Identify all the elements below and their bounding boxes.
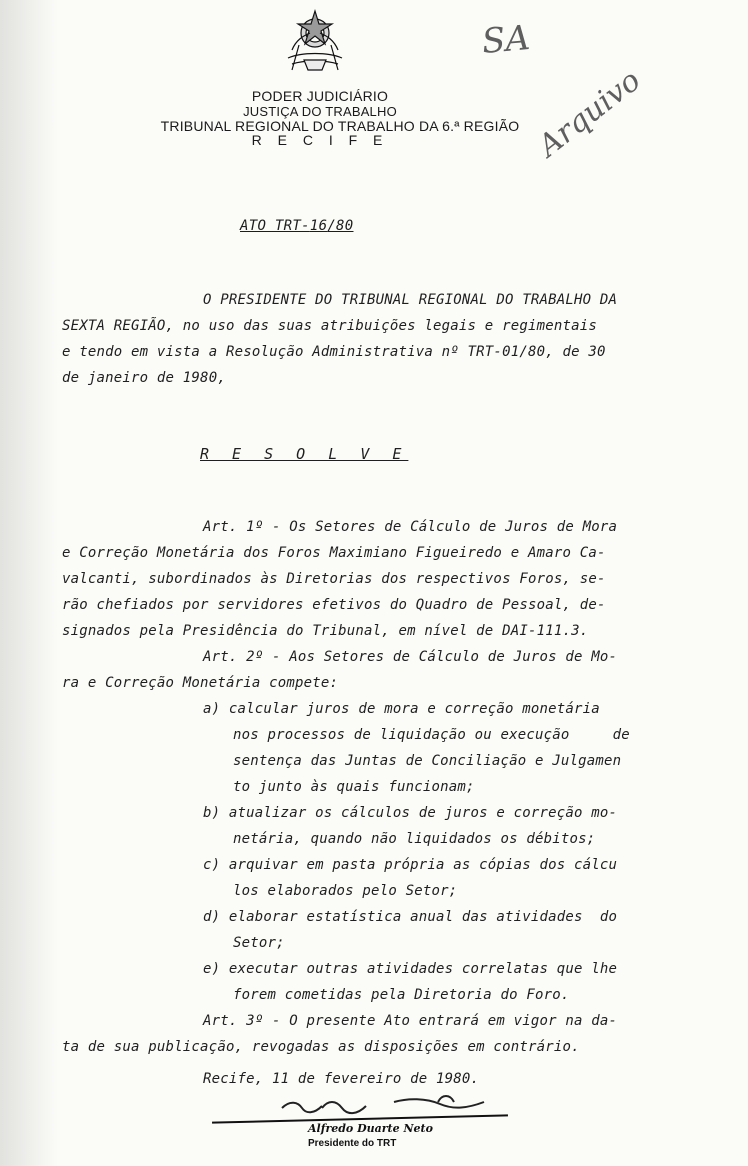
margin-note-sa: SA bbox=[480, 17, 532, 63]
article-line-16: d) elaborar estatística anual das atividades do bbox=[203, 909, 618, 925]
date-line: Recife, 11 de fevereiro de 1980. bbox=[203, 1071, 480, 1087]
act-title bbox=[240, 218, 354, 234]
article-line-20: Art. 3º - O presente Ato entrará em vigor na da- bbox=[203, 1013, 618, 1029]
article-line-17: Setor; bbox=[233, 935, 285, 951]
article-line-11: to junto às quais funcionam; bbox=[233, 779, 475, 795]
article-line-18: e) executar outras atividades correlatas que lhe bbox=[203, 961, 618, 977]
article-line-3: valcanti, subordinados às Diretorias dos respectivos Foros, se- bbox=[62, 571, 606, 587]
article-line-14: c) arquivar em pasta própria as cópias dos cálcu bbox=[203, 857, 618, 873]
intro-line-4: de janeiro de 1980, bbox=[62, 370, 226, 386]
article-line-10: sentença das Juntas de Conciliação e Julgamen bbox=[233, 753, 622, 769]
articles-text bbox=[0, 519, 748, 1087]
brazil-coat-of-arms-icon bbox=[274, 0, 356, 82]
article-line-9: nos processos de liquidação ou execução de bbox=[233, 727, 630, 743]
article-line-19: forem cometidas pela Diretoria do Foro. bbox=[233, 987, 570, 1003]
act-number: 16 bbox=[309, 218, 328, 234]
article-line-6: Art. 2º - Aos Setores de Cálculo de Juros de Mo- bbox=[203, 649, 618, 665]
article-line-1: Art. 1º - Os Setores de Cálculo de Juros de Mora bbox=[203, 519, 618, 535]
article-line-8: a) calcular juros de mora e correção monetária bbox=[203, 701, 600, 717]
article-line-13: netária, quando não liquidados os débitos; bbox=[233, 831, 596, 847]
intro-line-3: e tendo em vista a Resolução Administrativa nº TRT-01/80, de 30 bbox=[62, 344, 606, 360]
header-line-3: TRIBUNAL REGIONAL DO TRABALHO DA 6.ª REGIÃO bbox=[160, 118, 520, 134]
signature-block bbox=[198, 1098, 518, 1160]
intro-line-1: O PRESIDENTE DO TRIBUNAL REGIONAL DO TRABALHO DA bbox=[203, 292, 618, 308]
article-line-4: rão chefiados por servidores efetivos do Quadro de Pessoal, de- bbox=[62, 597, 606, 613]
signatory-name: Alfredo Duarte Neto bbox=[308, 1122, 433, 1135]
article-line-15: los elaborados pelo Setor; bbox=[233, 883, 458, 899]
header-line-2: JUSTIÇA DO TRABALHO bbox=[243, 104, 397, 119]
header-line-1: PODER JUDICIÁRIO bbox=[251, 88, 389, 104]
resolve-heading: R E S O L V E bbox=[200, 445, 409, 463]
article-line-12: b) atualizar os cálculos de juros e correção mo- bbox=[203, 805, 618, 821]
article-line-2: e Correção Monetária dos Foros Maximiano Figueiredo e Amaro Ca- bbox=[62, 545, 606, 561]
article-line-5: signados pela Presidência do Tribunal, em nível de DAI-111.3. bbox=[62, 623, 589, 639]
intro-text bbox=[0, 292, 748, 388]
signatory-role: Presidente do TRT bbox=[308, 1138, 397, 1149]
article-line-21: ta de sua publicação, revogadas as disposições em contrário. bbox=[62, 1039, 580, 1055]
header-line-4: R E C I F E bbox=[251, 132, 389, 148]
article-line-7: ra e Correção Monetária compete: bbox=[62, 675, 339, 691]
intro-line-2: SEXTA REGIÃO, no uso das suas atribuições legais e regimentais bbox=[62, 318, 597, 334]
act-prefix: ATO TRT- bbox=[240, 218, 310, 234]
act-suffix: /80 bbox=[327, 218, 354, 234]
margin-note-arquivo: Arquivo bbox=[531, 63, 648, 164]
